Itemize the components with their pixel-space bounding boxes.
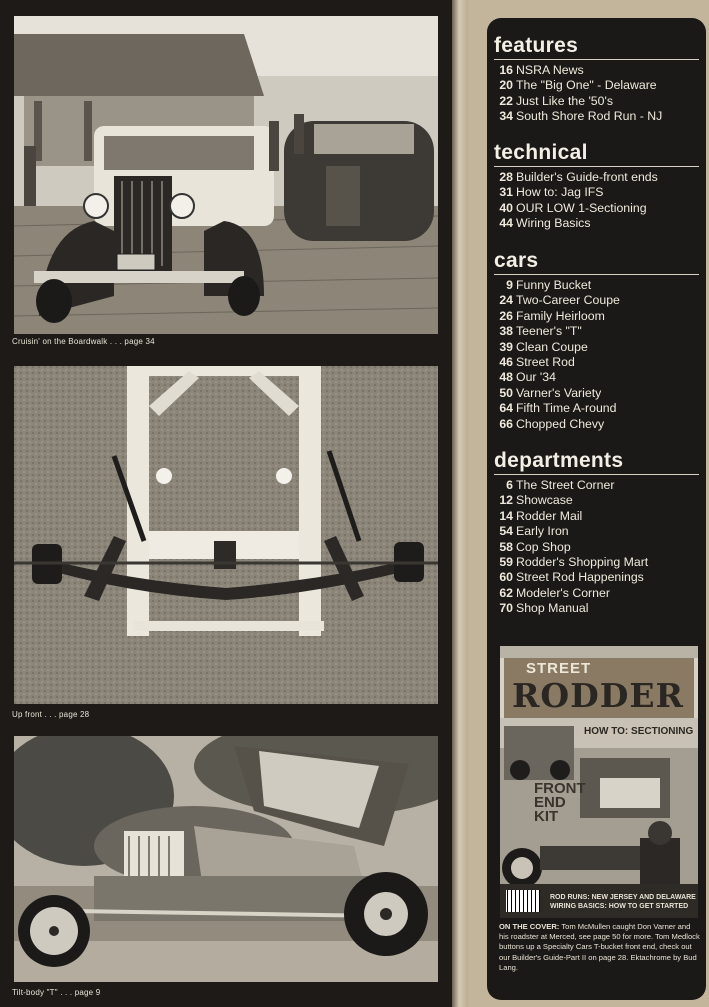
page-number: 44: [499, 216, 513, 231]
article-title: Fifth Time A-round: [516, 401, 617, 416]
article-title: Street Rod Happenings: [516, 570, 644, 585]
page-number: 31: [499, 185, 513, 200]
toc-item[interactable]: [494, 78, 699, 93]
article-title: Rodder's Shopping Mart: [516, 555, 649, 570]
toc-item[interactable]: [494, 509, 699, 524]
page-number: 20: [499, 78, 513, 93]
article-title: How to: Jag IFS: [516, 185, 604, 200]
section-heading: cars: [494, 249, 699, 275]
page-number: 62: [499, 585, 513, 600]
cover-line-2: WIRING BASICS: HOW TO GET STARTED: [550, 903, 689, 910]
article-title: Early Iron: [516, 524, 569, 539]
toc-item[interactable]: [494, 540, 699, 555]
boardwalk-photo: [14, 16, 438, 334]
toc-item[interactable]: [494, 201, 699, 216]
cover-note-text: Tom McMullen caught Don Varner and his roadster at Merced, see page 50 for more. Tom Medlock buttons up a Specialty Cars T-bucket front end, check out our Builder's Guide-Part II on page 28. Ektachrome by Bud Lang.: [499, 922, 700, 972]
page-number: 24: [499, 293, 513, 308]
page-number: 26: [499, 308, 513, 323]
toc-item[interactable]: [494, 109, 699, 124]
page-number: 34: [499, 109, 513, 124]
cover-bottom-band: [500, 884, 698, 918]
article-title: Chopped Chevy: [516, 416, 605, 431]
article-title: Wiring Basics: [516, 216, 591, 231]
article-title: Rodder Mail: [516, 508, 583, 523]
article-title: Two-Career Coupe: [516, 293, 620, 308]
cover-note: [499, 922, 702, 973]
cover-note-label: ON THE COVER:: [499, 922, 560, 931]
article-title: Showcase: [516, 493, 573, 508]
page-number: 64: [499, 401, 513, 416]
article-title: Shop Manual: [516, 601, 589, 616]
section-heading: departments: [494, 449, 699, 475]
toc-item[interactable]: [494, 63, 699, 78]
toc-item[interactable]: [494, 570, 699, 585]
toc-item[interactable]: [494, 417, 699, 432]
toc-item[interactable]: [494, 601, 699, 616]
section-heading: technical: [494, 141, 699, 167]
masthead-rodder: RODDER: [512, 676, 684, 715]
article-title: Clean Coupe: [516, 339, 588, 354]
article-title: The Street Corner: [516, 478, 615, 492]
page-number: 12: [499, 493, 513, 508]
toc-item[interactable]: [494, 478, 699, 493]
cover-howto-headline: HOW TO: SECTIONING: [584, 726, 694, 737]
toc-item[interactable]: [494, 493, 699, 508]
page-number: 6: [506, 478, 513, 492]
article-title: Street Rod: [516, 355, 575, 370]
cover-bottom-lines: [550, 893, 696, 911]
cover-frontend-headline: FRONT END KIT: [534, 780, 586, 825]
toc-section-features: [494, 34, 699, 125]
section-heading: features: [494, 34, 699, 60]
barcode-icon: [506, 890, 540, 912]
page-number: 70: [499, 601, 513, 616]
cover-masthead: [504, 658, 694, 718]
page-number: 38: [499, 324, 513, 339]
page-number: 39: [499, 339, 513, 354]
article-title: Our '34: [516, 370, 556, 385]
article-title: Family Heirloom: [516, 308, 605, 323]
page-gutter: [452, 0, 468, 1007]
article-title: NSRA News: [516, 63, 584, 77]
page-number: 40: [499, 200, 513, 215]
toc-section-departments: [494, 449, 699, 617]
article-title: Varner's Variety: [516, 385, 602, 400]
page-number: 66: [499, 416, 513, 431]
article-title: South Shore Rod Run - NJ: [516, 109, 663, 124]
page-number: 59: [499, 555, 513, 570]
toc-item[interactable]: [494, 278, 699, 293]
page-number: 50: [499, 385, 513, 400]
toc-item[interactable]: [494, 324, 699, 339]
article-title: OUR LOW 1-Sectioning: [516, 200, 647, 215]
article-title: Modeler's Corner: [516, 585, 610, 600]
page-number: 22: [499, 93, 513, 108]
page-number: 60: [499, 570, 513, 585]
toc-item[interactable]: [494, 386, 699, 401]
toc-item[interactable]: [494, 401, 699, 416]
toc-item[interactable]: [494, 170, 699, 185]
toc-item[interactable]: [494, 524, 699, 539]
toc-item[interactable]: [494, 309, 699, 324]
toc-section-technical: [494, 141, 699, 232]
page-number: 48: [499, 370, 513, 385]
toc-item[interactable]: [494, 586, 699, 601]
article-title: Cop Shop: [516, 539, 571, 554]
article-title: Builder's Guide-front ends: [516, 170, 658, 184]
photo1-caption: Cruisin' on the Boardwalk . . . page 34: [12, 337, 155, 346]
toc-item[interactable]: [494, 355, 699, 370]
cover-line-1: ROD RUNS: NEW JERSEY AND DELAWARE: [550, 894, 696, 901]
article-title: Funny Bucket: [516, 278, 592, 292]
article-title: Just Like the '50's: [516, 93, 613, 108]
page-number: 9: [506, 278, 513, 292]
toc-item[interactable]: [494, 293, 699, 308]
masthead-street: STREET: [526, 660, 592, 677]
toc-item[interactable]: [494, 555, 699, 570]
cover-thumbnail: [500, 646, 698, 918]
photo2-caption: Up front . . . page 28: [12, 710, 90, 719]
article-title: The "Big One" - Delaware: [516, 78, 657, 93]
article-title: Teener's "T": [516, 324, 582, 339]
toc-item[interactable]: [494, 185, 699, 200]
tilt-body-photo: [14, 736, 438, 982]
page-number: 58: [499, 539, 513, 554]
page-number: 14: [499, 508, 513, 523]
toc-item[interactable]: [494, 216, 699, 231]
front-end-photo: [14, 366, 438, 704]
toc-item[interactable]: [494, 340, 699, 355]
toc-item[interactable]: [494, 94, 699, 109]
photo3-caption: Tilt-body "T" . . . page 9: [12, 988, 101, 997]
page-number: 46: [499, 355, 513, 370]
page-number: 28: [499, 170, 513, 184]
page-number: 54: [499, 524, 513, 539]
cover-top-strip: [500, 646, 698, 658]
toc-item[interactable]: [494, 370, 699, 385]
toc-section-cars: [494, 249, 699, 432]
page-number: 16: [499, 63, 513, 77]
